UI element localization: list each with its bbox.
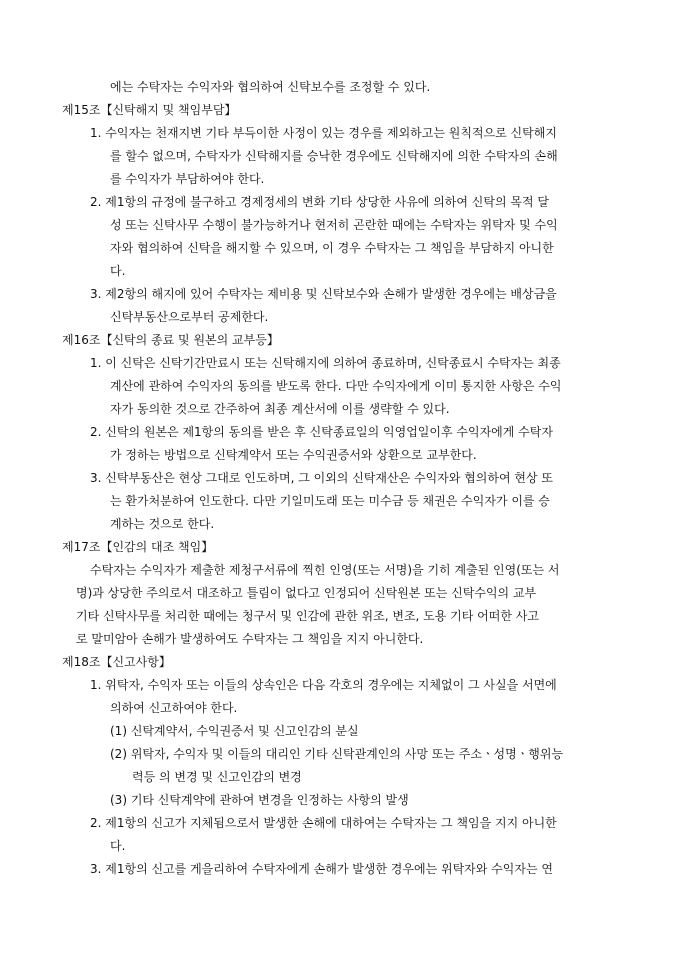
text-line: 1. 이 신탁은 신탁기간만료시 또는 신탁해지에 의하여 종료하며, 신탁종료시 수탁자는 최종	[90, 356, 561, 370]
text-line: 신탁부동산으로부터 공제한다.	[110, 310, 269, 324]
text-line: 력등 의 변경 및 신고인감의 변경	[132, 770, 302, 784]
text-line: 2. 제1항의 신고가 지체됨으로서 발생한 손해에 대하여는 수탁자는 그 책임을 지지 아니한	[90, 816, 557, 830]
text-line: 1. 위탁자, 수익자 또는 이들의 상속인은 다음 각호의 경우에는 지체없이 그 사실을 서면에	[90, 678, 557, 692]
article-heading: 제17조【인감의 대조 책임】	[62, 540, 214, 554]
text-line: 1. 수익자는 천재지변 기타 부득이한 사정이 있는 경우를 제외하고는 원칙적으로 신탁해지	[90, 126, 557, 140]
text-line: 2. 신탁의 원본은 제1항의 동의를 받은 후 신탁종료일의 익영업일이후 수익자에게 수탁자	[90, 425, 553, 439]
text-line: 가 정하는 방법으로 신탁계약서 또는 수익권증서와 상환으로 교부한다.	[110, 448, 477, 462]
text-line: 명)과 상당한 주의로서 대조하고 틀림이 없다고 인정되어 신탁원본 또는 신탁수익의 교부	[76, 586, 537, 600]
text-line: 2. 제1항의 규정에 불구하고 경제정세의 변화 기타 상당한 사유에 의하여 신탁의 목적 달	[90, 195, 549, 209]
text-line: (1) 신탁계약서, 수익권증서 및 신고인감의 분실	[110, 724, 359, 738]
text-line: 기타 신탁사무를 처리한 때에는 청구서 및 인감에 관한 위조, 변조, 도용 기타 어떠한 사고	[76, 609, 539, 623]
text-line: 를 수익자가 부담하여야 한다.	[110, 172, 265, 186]
text-line: 를 할수 없으며, 수탁자가 신탁해지를 승낙한 경우에도 신탁해지에 의한 수탁자의 손해	[110, 149, 558, 163]
article-heading: 제15조【신탁해지 및 책임부담】	[62, 103, 237, 117]
text-line: (2) 위탁자, 수익자 및 이들의 대리인 기타 신탁관계인의 사망 또는 주소ㆍ성명ㆍ행위능	[110, 747, 564, 761]
text-line: 3. 제2항의 해지에 있어 수탁자는 제비용 및 신탁보수와 손해가 발생한 경우에는 배상금을	[90, 287, 557, 301]
text-line: 다.	[110, 839, 126, 853]
article-heading: 제18조【신고사항】	[62, 655, 171, 669]
text-line: 의하여 신고하여야 한다.	[110, 701, 238, 715]
text-line: 다.	[110, 264, 126, 278]
article-heading: 제16조【신탁의 종료 및 원본의 교부등】	[62, 333, 279, 347]
text-line: 수탁자는 수익자가 제출한 제청구서류에 찍힌 인영(또는 서명)을 기히 계출된 인영(또는 서	[90, 563, 560, 577]
text-line: 에는 수탁자는 수익자와 협의하여 신탁보수를 조정할 수 있다.	[110, 80, 431, 94]
text-line: 3. 신탁부동산은 현상 그대로 인도하며, 그 이외의 신탁재산은 수익자와 협의하여 현상 또	[90, 471, 553, 485]
text-line: 는 환가처분하여 인도한다. 다만 기일미도래 또는 미수금 등 채권은 수익자가 이를 승	[110, 494, 550, 508]
text-line: (3) 기타 신탁계약에 관하여 변경을 인정하는 사항의 발생	[110, 793, 409, 807]
text-line: 로 말미암아 손해가 발생하여도 수탁자는 그 책임을 지지 아니한다.	[76, 632, 424, 646]
text-line: 자와 협의하여 신탁을 해지할 수 있으며, 이 경우 수탁자는 그 책임을 부담하지 아니한	[110, 241, 554, 255]
text-line: 자가 동의한 것으로 간주하여 최종 계산서에 이를 생략할 수 있다.	[110, 402, 450, 416]
text-line: 계하는 것으로 한다.	[110, 517, 215, 531]
text-line: 3. 제1항의 신고를 게을리하여 수탁자에게 손해가 발생한 경우에는 위탁자와 수익자는 연	[90, 862, 553, 876]
text-line: 성 또는 신탁사무 수행이 불가능하거나 현저히 곤란한 때에는 수탁자는 위탁자 및 수익	[110, 218, 558, 232]
text-line: 계산에 관하여 수익자의 동의를 받도록 한다. 다만 수익자에게 이미 통지한 사항은 수익	[110, 379, 562, 393]
